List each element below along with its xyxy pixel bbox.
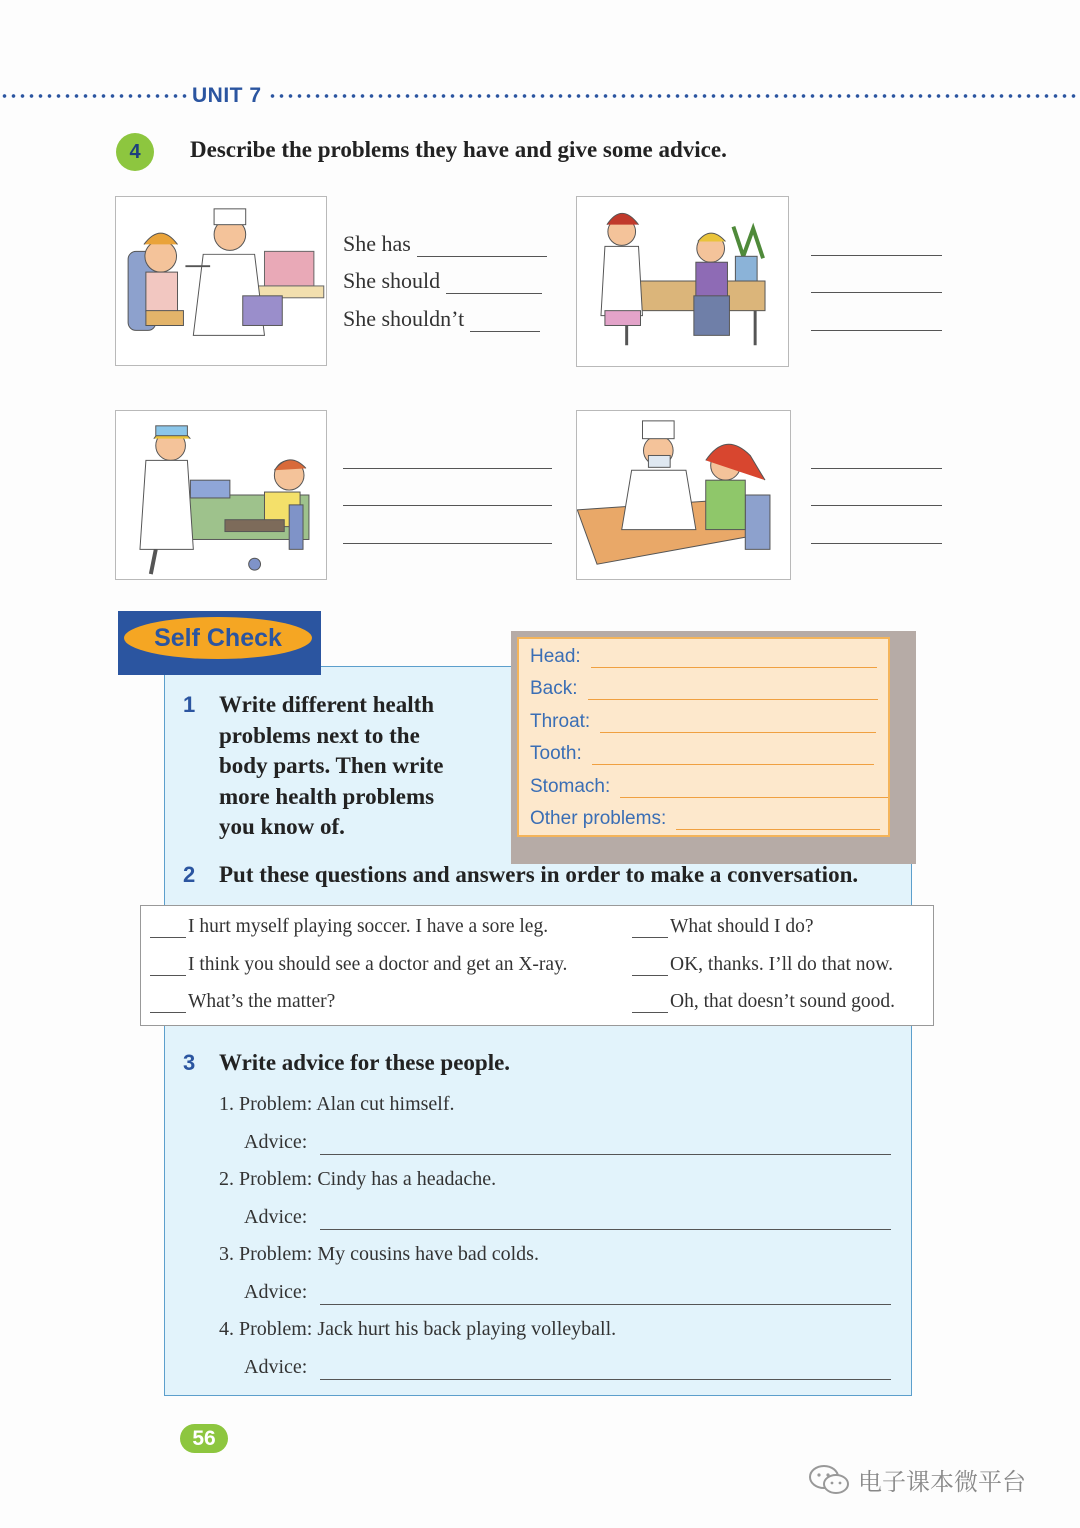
order-blank[interactable] [632,958,668,976]
problem-item: 2. Problem: Cindy has a headache. [219,1168,497,1190]
order-blank[interactable] [632,995,668,1013]
question-number: 2 [183,862,196,887]
body-part-stomach: Stomach: [530,776,888,798]
unit-label: UNIT 7 [192,84,262,107]
answer-blank[interactable] [811,468,942,469]
question-2-text: Put these questions and answers in order to make a conversation. [219,862,859,887]
doctor-boy-at-desk-picture [576,196,789,367]
conversation-item: What should I do? [632,916,814,938]
exercise-title: Describe the problems they have and give some advice. [190,137,727,162]
question-1-text: Write different health problems next to the body parts. Then write more health problems you know of. [219,692,444,839]
question-number: 1 [183,692,196,717]
answer-blank[interactable] [676,812,880,830]
nurse-boy-chair-picture [115,410,327,580]
conversation-item: I think you should see a doctor and get an X-ray. [150,954,567,976]
advice-blank[interactable] [320,1304,891,1305]
header-dotted-rule-left [0,93,190,99]
order-blank[interactable] [150,958,186,976]
order-blank[interactable] [150,920,186,938]
advice-label: Advice: [244,1131,308,1153]
body-part-head: Head: [530,646,877,668]
page-number: 56 [180,1424,228,1453]
self-check-heading: Self Check [124,617,312,659]
answer-blank[interactable] [417,237,547,257]
advice-label: Advice: [244,1356,308,1378]
conversation-item: What’s the matter? [150,991,335,1013]
answer-blank[interactable] [620,780,888,798]
header-dotted-rule-right [268,93,1080,99]
advice-blank[interactable] [320,1379,891,1380]
answer-blank[interactable] [592,747,874,765]
problem-item: 4. Problem: Jack hurt his back playing volleyball. [219,1318,617,1340]
body-part-other: Other problems: [530,808,880,830]
prompt-she-shouldnt: She shouldn’t [343,306,540,332]
answer-blank[interactable] [591,650,877,668]
answer-blank[interactable] [588,682,878,700]
body-part-tooth: Tooth: [530,743,874,765]
watermark: 电子课本微平台 [808,1462,1026,1497]
answer-blank[interactable] [343,505,552,506]
answer-blank[interactable] [343,468,552,469]
body-part-throat: Throat: [530,711,876,733]
answer-blank[interactable] [811,255,942,256]
dentist-girl-picture [115,196,327,366]
answer-blank[interactable] [600,715,876,733]
doctor-girl-desk-picture [576,410,791,580]
advice-blank[interactable] [320,1229,891,1230]
problem-item: 1. Problem: Alan cut himself. [219,1093,455,1115]
question-3-text: Write advice for these people. [219,1050,511,1075]
wechat-icon [808,1463,850,1497]
advice-label: Advice: [244,1206,308,1228]
answer-blank[interactable] [811,505,942,506]
advice-label: Advice: [244,1281,308,1303]
conversation-item: Oh, that doesn’t sound good. [632,991,895,1013]
conversation-item: OK, thanks. I’ll do that now. [632,954,893,976]
prompt-she-has: She has [343,231,547,257]
answer-blank[interactable] [343,543,552,544]
order-blank[interactable] [632,920,668,938]
order-blank[interactable] [150,995,186,1013]
conversation-item: I hurt myself playing soccer. I have a sore leg. [150,916,548,938]
answer-blank[interactable] [470,312,540,332]
body-part-back: Back: [530,678,878,700]
advice-blank[interactable] [320,1154,891,1155]
question-number: 3 [183,1050,196,1075]
problem-item: 3. Problem: My cousins have bad colds. [219,1243,539,1265]
answer-blank[interactable] [811,292,942,293]
exercise-number-badge: 4 [116,133,154,171]
answer-blank[interactable] [811,543,942,544]
answer-blank[interactable] [446,274,542,294]
answer-blank[interactable] [811,330,942,331]
prompt-she-should: She should [343,268,542,294]
